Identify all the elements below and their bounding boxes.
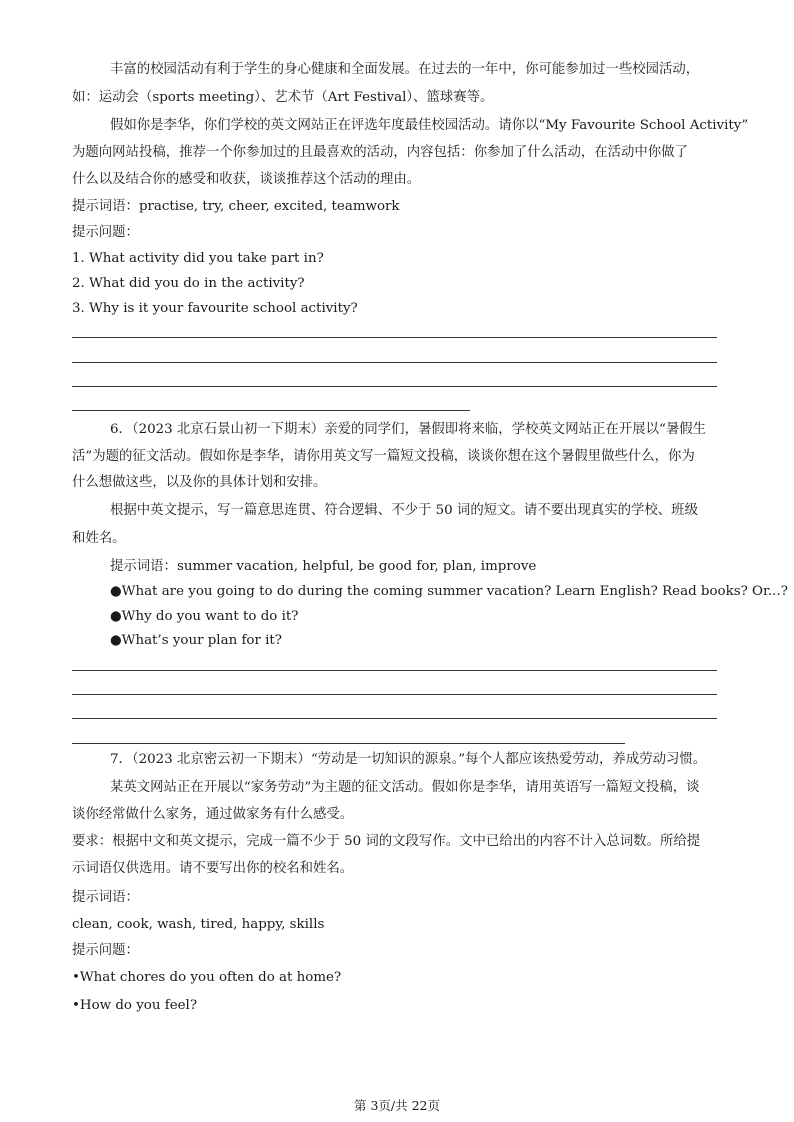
q7-req-2: 示词语仅供选用。请不要写出你的校名和姓名。	[72, 861, 354, 876]
q7-bullet: •How do you feel?	[72, 998, 198, 1013]
question-item: 3. Why is it your favourite school activity?	[72, 301, 358, 316]
q7-hint-questions-label: 提示问题：	[72, 943, 139, 958]
hint-questions-label: 提示问题：	[72, 225, 139, 240]
q6-bullet: ●What’s your plan for it?	[110, 633, 282, 648]
q6-line-2: 活”为题的征文活动。假如你是李华，请你用英文写一篇短文投稿，谈谈你想在这个暑假里做些什么，你为	[72, 449, 695, 464]
answer-line	[72, 362, 717, 363]
q6-bullet: ●Why do you want to do it?	[110, 609, 299, 624]
q7-line-2: 某英文网站正在开展以“家务劳动”为主题的征文活动。假如你是李华，请用英语写一篇短文投稿，谈	[110, 780, 700, 795]
q6-bullet: ●What are you going to do during the coming summer vacation? Learn English? Read books? Or...?	[110, 584, 788, 599]
intro-line-1: 丰富的校园活动有利于学生的身心健康和全面发展。在过去的一年中，你可能参加过一些校园活动，	[110, 62, 700, 77]
answer-line	[72, 670, 717, 671]
task-line-2: 为题向网站投稿，推荐一个你参加过的且最喜欢的活动，内容包括：你参加了什么活动，在活动中你做了	[72, 145, 688, 160]
page-number: 第 3页/共 22页	[353, 1098, 441, 1113]
q6-line-3: 什么想做这些，以及你的具体计划和安排。	[72, 475, 327, 490]
question-item: 1. What activity did you take part in?	[72, 251, 324, 266]
task-line-1: 假如你是李华，你们学校的英文网站正在评选年度最佳校园活动。请你以“My Favourite School Activity”	[110, 118, 749, 133]
task-line-3: 什么以及结合你的感受和收获，谈谈推荐这个活动的理由。	[72, 172, 421, 187]
answer-line	[72, 386, 717, 387]
question-item: 2. What did you do in the activity?	[72, 276, 305, 291]
q7-hint-words: clean, cook, wash, tired, happy, skills	[72, 917, 325, 932]
q7-line-3: 谈你经常做什么家务，通过做家务有什么感受。	[72, 807, 354, 822]
answer-line	[72, 410, 470, 411]
q7-line-1: 7．（2023 北京密云初一下期末）“劳动是一切知识的源泉。”每个人都应该热爱劳动，养成劳动习惯。	[110, 752, 707, 767]
q7-hint-label: 提示词语：	[72, 890, 139, 905]
q6-req-2: 和姓名。	[72, 531, 126, 546]
q7-bullet: •What chores do you often do at home?	[72, 970, 342, 985]
q7-req-1: 要求：根据中文和英文提示，完成一篇不少于 50 词的文段写作。文中已给出的内容不计入总词数。所给提	[72, 834, 701, 849]
answer-line	[72, 743, 625, 744]
answer-line	[72, 337, 717, 338]
hint-words: 提示词语：practise, try, cheer, excited, teamwork	[72, 199, 400, 214]
answer-line	[72, 718, 717, 719]
q6-req-1: 根据中英文提示，写一篇意思连贯、符合逻辑、不少于 50 词的短文。请不要出现真实的学校、班级	[110, 503, 698, 518]
answer-line	[72, 694, 717, 695]
q6-hint-words: 提示词语：summer vacation, helpful, be good for, plan, improve	[110, 559, 537, 574]
intro-line-2: 如：运动会（sports meeting）、艺术节（Art Festival）、篮球赛等。	[72, 90, 494, 105]
q6-line-1: 6．（2023 北京石景山初一下期末）亲爱的同学们，暑假即将来临，学校英文网站正在开展以“暑假生	[110, 422, 707, 437]
